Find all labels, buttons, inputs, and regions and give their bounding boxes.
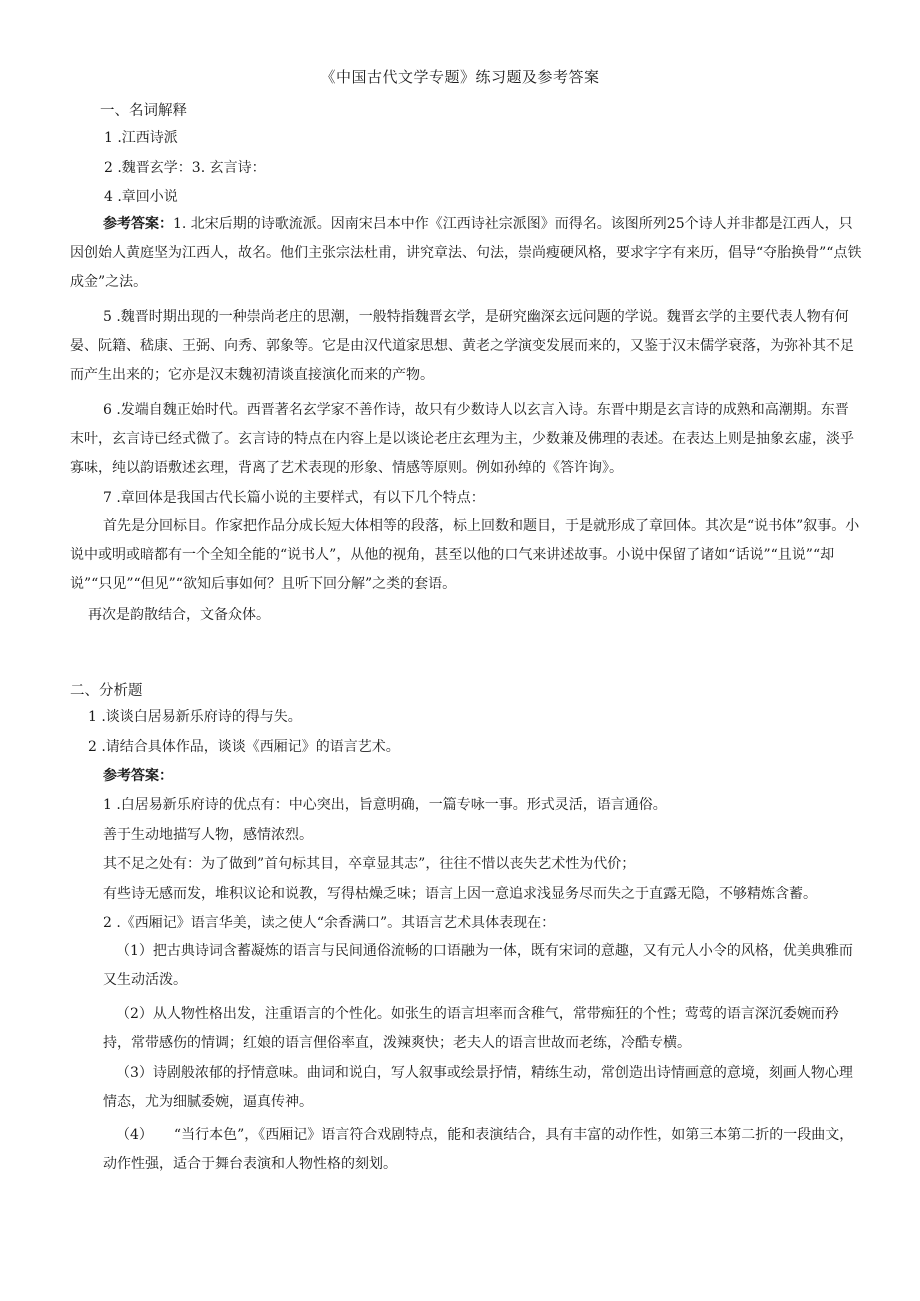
answer-paragraph: （1）把古典诗词含蓄凝炼的语言与民间通俗流畅的口语融为一体，既有宋词的意趣，又有元人小令的风格，优美典雅而又生动活泼。 bbox=[103, 943, 853, 988]
answer-paragraph: 6 .发端自魏正始时代。西晋著名玄学家不善作诗，故只有少数诗人以玄言入诗。东晋中期是玄言诗的成熟和高潮期。东晋末叶，玄言诗已经式微了。玄言诗的特点在内容上是以谈论老庄玄理为主，少数兼及佛理的表述。在表达上则是抽象玄虚，淡乎寡味，纯以韵语敷述玄理，背离了艺术表现的形象、情感等原则。例如孙绰的《答许询》。 bbox=[70, 402, 854, 476]
question-item: 2 .魏晋玄学：3. 玄言诗： bbox=[104, 160, 266, 176]
answer-paragraph: 5 .魏晋时期出现的一种崇尚老庄的思潮，一般特指魏晋玄学，是研究幽深玄远问题的学说。魏晋玄学的主要代表人物有何晏、阮籍、嵇康、王弼、向秀、郭象等。它是由汉代道家思想、黄老之学演变发展而来的，又鉴于汉末儒学衰落，为弥补其不足而产生出来的；它亦是汉末魏初清谈直接演化而来的产物。 bbox=[70, 309, 854, 383]
question-item: 1 .谈谈白居易新乐府诗的得与失。 bbox=[88, 709, 302, 725]
answer-line: 2 .《西厢记》语言华美，读之使人“余香满口”。其语言艺术具体表现在： bbox=[103, 915, 556, 931]
answer-line: 善于生动地描写人物，感情浓烈。 bbox=[103, 827, 313, 843]
answer-label: 参考答案： bbox=[103, 216, 173, 232]
answer-line: 1 .白居易新乐府诗的优点有：中心突出，旨意明确，一篇专咏一事。形式灵活，语言通俗。 bbox=[103, 797, 667, 813]
section-heading-terms: 一、名词解释 bbox=[100, 103, 187, 119]
answer-paragraph: （4） “当行本色”，《西厢记》语言符合戏剧特点，能和表演结合，具有丰富的动作性，如第三本第二折的一段曲文，动作性强，适合于舞台表演和人物性格的刻划。 bbox=[103, 1127, 854, 1172]
answer-text: 1. 北宋后期的诗歌流派。因南宋吕本中作《江西诗社宗派图》而得名。该图所列25个诗人并非都是江西人，只因创始人黄庭坚为江西人，故名。他们主张宗法杜甫，讲究章法、句法，崇尚瘦硬风格，要求字字有来历，倡导“夺胎换骨”“点铁成金”之法。 bbox=[70, 216, 862, 290]
answer-label: 参考答案： bbox=[103, 768, 173, 784]
document-title: 《中国古代文学专题》练习题及参考答案 bbox=[320, 68, 600, 86]
question-item: 2 .请结合具体作品，谈谈《西厢记》的语言艺术。 bbox=[88, 739, 400, 755]
answer-paragraph: （2）从人物性格出发，注重语言的个性化。如张生的语言坦率而含稚气，常带痴狂的个性；莺莺的语言深沉委婉而矜持，常带感伤的情调；红娘的语言俚俗率直，泼辣爽快；老夫人的语言世故而老练，冷酷专横。 bbox=[103, 1006, 839, 1051]
answer-paragraph: 首先是分回标目。作家把作品分成长短大体相等的段落，标上回数和题目，于是就形成了章回体。其次是“说书体”叙事。小说中或明或暗都有一个全知全能的“说书人”，从他的视角，甚至以他的口气来讲述故事。小说中保留了诸如“话说”“且说”“却说”“只见”“但见”“欲知后事如何？且听下回分解”之类的套语。 bbox=[70, 518, 860, 592]
answer-paragraph: （3）诗剧般浓郁的抒情意味。曲词和说白，写人叙事或绘景抒情，精练生动，常创造出诗情画意的意境，刻画人物心理情态，尤为细腻委婉，逼真传神。 bbox=[103, 1065, 853, 1110]
answer-paragraph: 再次是韵散结合，文备众体。 bbox=[88, 607, 270, 623]
answer-paragraph bbox=[70, 210, 862, 297]
answer-paragraph: 7 .章回体是我国古代长篇小说的主要样式，有以下几个特点： bbox=[103, 490, 485, 506]
question-item: 4 .章回小说 bbox=[104, 189, 178, 205]
answer-line: 其不足之处有：为了做到”首句标其目，卒章显其志”，往往不惜以丧失艺术性为代价； bbox=[103, 856, 636, 872]
section-heading-analysis: 二、分析题 bbox=[70, 683, 143, 699]
question-item: 1 .江西诗派 bbox=[104, 130, 178, 146]
answer-line: 有些诗无感而发，堆积议论和说教，写得枯燥乏味；语言上因一意追求浅显务尽而失之于直露无隐，不够精炼含蓄。 bbox=[103, 886, 817, 902]
